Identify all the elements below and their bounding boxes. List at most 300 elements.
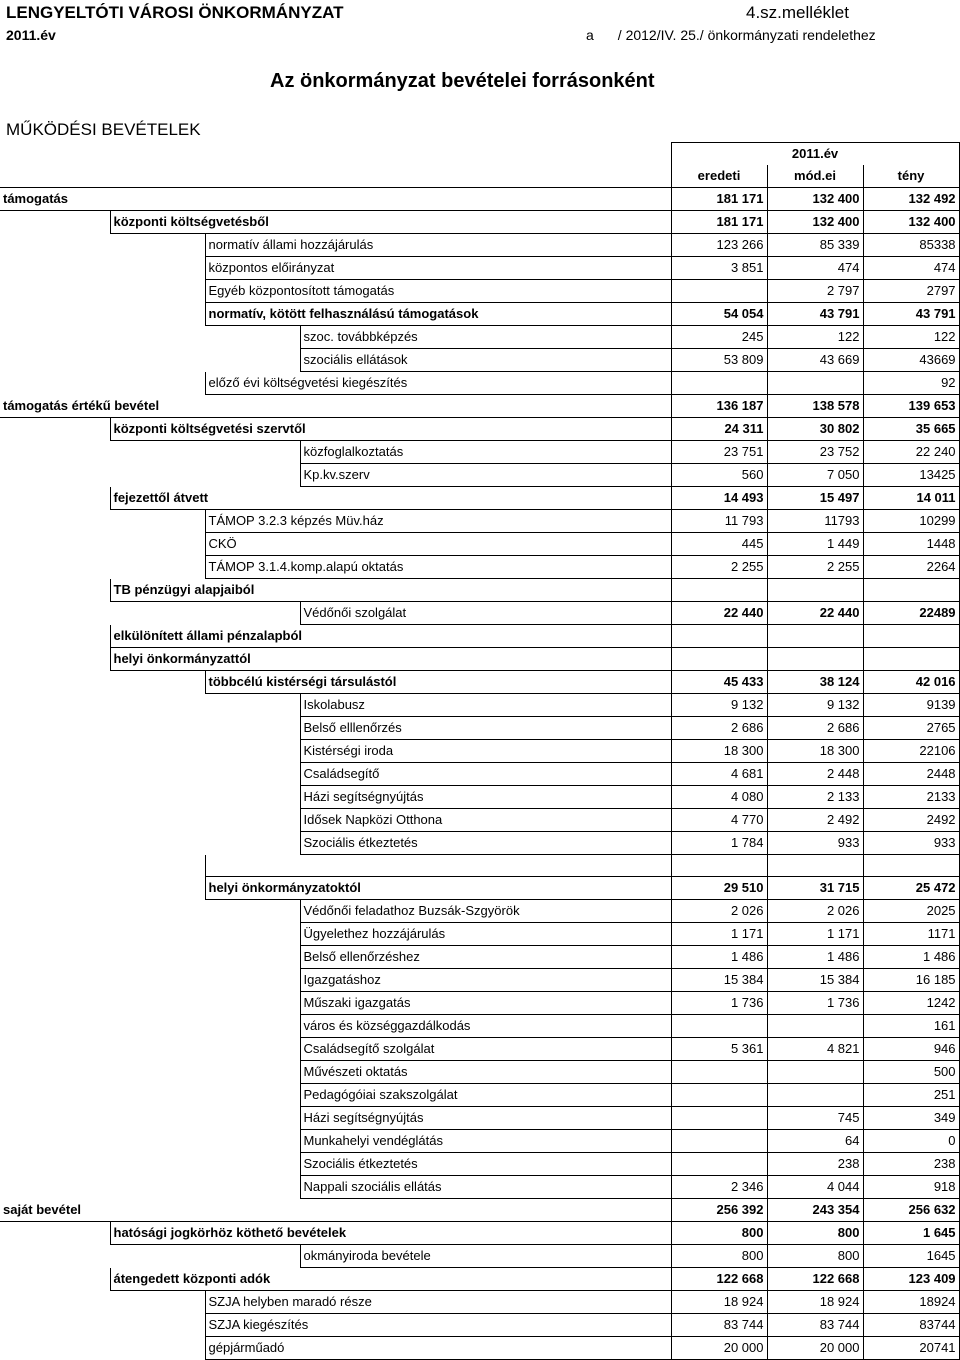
value-mod-ei [767,1084,863,1107]
indent-cell [110,1245,205,1268]
indent-cell [205,1084,300,1107]
value-teny: 1645 [863,1245,959,1268]
table-row [0,1337,959,1360]
table-row [0,969,959,992]
indent-cell [0,877,110,900]
value-teny: 22106 [863,740,959,763]
table-row [0,1245,959,1268]
indent-cell [205,602,300,625]
indent-cell [110,717,205,740]
value-teny: 2025 [863,900,959,923]
row-label: TÁMOP 3.1.4.komp.alapú oktatás [205,556,671,579]
value-mod-ei: 2 026 [767,900,863,923]
indent-cell [0,923,110,946]
value-eredeti: 53 809 [671,349,767,372]
value-teny [863,579,959,602]
value-mod-ei: 132 400 [767,211,863,234]
col-header-mod-ei: mód.ei [767,165,863,188]
row-label: szociális ellátások [300,349,671,372]
value-mod-ei: 43 791 [767,303,863,326]
value-teny [863,648,959,671]
indent-cell [0,1130,110,1153]
row-label: közfoglalkoztatás [300,441,671,464]
indent-cell [110,946,205,969]
indent-cell [205,717,300,740]
row-label: Családsegítő [300,763,671,786]
indent-cell [110,1130,205,1153]
value-eredeti: 54 054 [671,303,767,326]
value-teny [863,625,959,648]
value-teny: 500 [863,1061,959,1084]
value-mod-ei: 800 [767,1222,863,1245]
value-eredeti: 181 171 [671,188,767,211]
row-label: Védőnői feladathoz Buzsák-Szgyörök [300,900,671,923]
table-row [0,855,959,877]
value-teny: 18924 [863,1291,959,1314]
indent-cell [110,855,205,877]
value-teny: 1242 [863,992,959,1015]
row-label: gépjárműadó [205,1337,671,1360]
year-header-row [0,143,959,166]
indent-cell [110,556,205,579]
table-row [0,487,959,510]
value-eredeti: 23 751 [671,441,767,464]
indent-cell [0,900,110,923]
row-label: Iskolabusz [300,694,671,717]
indent-cell [110,740,205,763]
decree-prefix: a [586,27,594,43]
row-label: Munkahelyi vendéglátás [300,1130,671,1153]
value-eredeti [671,1061,767,1084]
row-label: város és községgazdálkodás [300,1015,671,1038]
page-title: Az önkormányzat bevételei forrásonként [270,70,655,92]
indent-cell [0,763,110,786]
indent-cell [0,855,110,877]
value-mod-ei: 31 715 [767,877,863,900]
value-eredeti [671,1107,767,1130]
value-mod-ei: 2 133 [767,786,863,809]
value-teny: 139 653 [863,395,959,418]
row-label: Nappali szociális ellátás [300,1176,671,1199]
indent-cell [0,533,110,556]
value-eredeti: 83 744 [671,1314,767,1337]
value-teny: 2133 [863,786,959,809]
value-mod-ei: 122 [767,326,863,349]
organization-name: LENGYELTÓTI VÁROSI ÖNKORMÁNYZAT [6,3,344,22]
value-teny: 2264 [863,556,959,579]
value-eredeti: 5 361 [671,1038,767,1061]
table-row [0,602,959,625]
value-teny: 2448 [863,763,959,786]
value-eredeti [671,648,767,671]
table-row [0,946,959,969]
value-eredeti: 1 486 [671,946,767,969]
indent-cell [0,487,110,510]
value-mod-ei [767,648,863,671]
table-row [0,395,959,418]
indent-cell [110,763,205,786]
value-teny: 43669 [863,349,959,372]
indent-cell [110,372,205,395]
value-teny: 20741 [863,1337,959,1360]
row-label: elkülönített állami pénzalapból [110,625,671,648]
value-teny: 122 [863,326,959,349]
row-label: Belső elllenőrzés [300,717,671,740]
value-mod-ei: 122 668 [767,1268,863,1291]
indent-cell [0,694,110,717]
table-row [0,763,959,786]
value-mod-ei: 1 736 [767,992,863,1015]
row-label: előző évi költségvetési kiegészítés [205,372,671,395]
table-row [0,188,959,211]
row-label: Szociális étkeztetés [300,832,671,855]
indent-cell [110,1084,205,1107]
indent-cell [110,1061,205,1084]
indent-cell [110,786,205,809]
indent-cell [0,1061,110,1084]
value-mod-ei: 11793 [767,510,863,533]
value-eredeti: 4 080 [671,786,767,809]
indent-cell [110,1015,205,1038]
indent-cell [0,740,110,763]
row-label: Pedagógóiai szakszolgálat [300,1084,671,1107]
value-eredeti: 181 171 [671,211,767,234]
row-label: TÁMOP 3.2.3 képzés Müv.ház [205,510,671,533]
value-mod-ei: 15 497 [767,487,863,510]
indent-cell [0,441,110,464]
row-label: Egyéb központosított támogatás [205,280,671,303]
value-mod-ei [767,372,863,395]
table-row [0,809,959,832]
value-eredeti [671,1130,767,1153]
indent-cell [0,234,110,257]
table-row [0,1084,959,1107]
column-header-row [0,165,959,188]
indent-cell [0,1038,110,1061]
row-label: Szociális étkeztetés [300,1153,671,1176]
value-mod-ei: 18 924 [767,1291,863,1314]
value-teny [863,855,959,877]
value-teny: 10299 [863,510,959,533]
indent-cell [205,992,300,1015]
indent-cell [205,900,300,923]
value-eredeti [671,280,767,303]
indent-cell [110,441,205,464]
value-teny: 2492 [863,809,959,832]
indent-cell [110,280,205,303]
indent-cell [110,349,205,372]
indent-cell [205,441,300,464]
value-teny: 16 185 [863,969,959,992]
indent-cell [0,992,110,1015]
indent-cell [110,923,205,946]
table-row [0,1291,959,1314]
value-eredeti: 2 346 [671,1176,767,1199]
value-eredeti: 122 668 [671,1268,767,1291]
value-mod-ei: 933 [767,832,863,855]
value-eredeti: 20 000 [671,1337,767,1360]
table-row [0,1314,959,1337]
value-eredeti: 4 681 [671,763,767,786]
indent-cell [0,1176,110,1199]
table-row [0,280,959,303]
indent-cell [0,303,110,326]
indent-cell [0,648,110,671]
indent-cell [110,1314,205,1337]
table-row [0,349,959,372]
indent-cell [110,303,205,326]
revenue-table-body [0,143,959,1360]
value-mod-ei: 20 000 [767,1337,863,1360]
value-teny: 1 486 [863,946,959,969]
indent-cell [0,625,110,648]
value-eredeti: 24 311 [671,418,767,441]
indent-cell [0,1337,110,1360]
year-header: 2011.év [671,143,959,166]
value-teny: 946 [863,1038,959,1061]
indent-cell [0,464,110,487]
value-mod-ei: 22 440 [767,602,863,625]
table-row [0,303,959,326]
value-teny: 13425 [863,464,959,487]
value-eredeti: 18 924 [671,1291,767,1314]
table-row [0,1107,959,1130]
indent-cell [205,946,300,969]
value-mod-ei: 43 669 [767,349,863,372]
value-mod-ei: 9 132 [767,694,863,717]
value-eredeti: 1 171 [671,923,767,946]
indent-cell [110,1176,205,1199]
indent-cell [205,694,300,717]
table-row [0,234,959,257]
indent-cell [110,832,205,855]
value-teny: 132 492 [863,188,959,211]
indent-cell [0,1222,110,1245]
indent-cell [205,349,300,372]
indent-cell [0,372,110,395]
value-eredeti: 15 384 [671,969,767,992]
value-mod-ei: 7 050 [767,464,863,487]
row-label: központos előirányzat [205,257,671,280]
value-teny: 9139 [863,694,959,717]
value-teny: 918 [863,1176,959,1199]
value-teny: 251 [863,1084,959,1107]
col-header-teny: tény [863,165,959,188]
value-eredeti: 18 300 [671,740,767,763]
row-label: Házi segítségnyújtás [300,786,671,809]
value-mod-ei: 2 492 [767,809,863,832]
table-row [0,441,959,464]
indent-cell [110,602,205,625]
value-teny: 14 011 [863,487,959,510]
table-row [0,740,959,763]
value-mod-ei: 2 255 [767,556,863,579]
value-teny: 238 [863,1153,959,1176]
row-label: CKÖ [205,533,671,556]
value-eredeti: 245 [671,326,767,349]
table-row [0,1176,959,1199]
table-row [0,717,959,740]
value-eredeti: 2 255 [671,556,767,579]
indent-cell [0,1245,110,1268]
value-eredeti [671,855,767,877]
table-row [0,992,959,1015]
row-label: saját bevétel [0,1199,671,1222]
value-mod-ei: 64 [767,1130,863,1153]
value-mod-ei [767,855,863,877]
indent-cell [205,326,300,349]
value-teny: 85338 [863,234,959,257]
value-mod-ei: 2 686 [767,717,863,740]
indent-cell [0,257,110,280]
row-label: normatív állami hozzájárulás [205,234,671,257]
value-mod-ei: 2 448 [767,763,863,786]
value-mod-ei: 474 [767,257,863,280]
table-row [0,900,959,923]
row-label: fejezettől átvett [110,487,671,510]
row-label: Kistérségi iroda [300,740,671,763]
indent-cell [205,1038,300,1061]
value-teny: 1448 [863,533,959,556]
table-row [0,625,959,648]
value-mod-ei [767,579,863,602]
value-eredeti: 445 [671,533,767,556]
value-eredeti: 136 187 [671,395,767,418]
indent-cell [0,1153,110,1176]
value-eredeti [671,625,767,648]
value-teny: 256 632 [863,1199,959,1222]
table-row [0,326,959,349]
value-teny: 0 [863,1130,959,1153]
indent-cell [205,1107,300,1130]
row-label: hatósági jogkörhöz köthető bevételek [110,1222,671,1245]
indent-cell [0,556,110,579]
table-row [0,1199,959,1222]
indent-cell [110,969,205,992]
value-eredeti: 1 784 [671,832,767,855]
indent-cell [205,763,300,786]
value-eredeti: 14 493 [671,487,767,510]
table-row [0,533,959,556]
row-label: normatív, kötött felhasználású támogatások [205,303,671,326]
indent-cell [205,969,300,992]
value-mod-ei: 85 339 [767,234,863,257]
value-eredeti [671,579,767,602]
value-eredeti: 3 851 [671,257,767,280]
table-row [0,556,959,579]
value-teny: 22489 [863,602,959,625]
year-label: 2011.év [6,27,56,43]
value-mod-ei: 243 354 [767,1199,863,1222]
value-mod-ei: 138 578 [767,395,863,418]
indent-cell [110,1107,205,1130]
row-label: központi költségvetési szervtől [110,418,671,441]
value-mod-ei: 238 [767,1153,863,1176]
value-eredeti [671,372,767,395]
indent-cell [0,1291,110,1314]
indent-cell [0,510,110,533]
value-mod-ei: 4 821 [767,1038,863,1061]
table-row [0,257,959,280]
indent-cell [205,464,300,487]
table-row [0,510,959,533]
value-mod-ei [767,625,863,648]
indent-cell [110,510,205,533]
indent-cell [205,809,300,832]
value-teny: 2765 [863,717,959,740]
table-row [0,1061,959,1084]
indent-cell [0,786,110,809]
value-teny: 161 [863,1015,959,1038]
row-label: Ügyelethez hozzájárulás [300,923,671,946]
indent-cell [205,786,300,809]
value-teny: 1 645 [863,1222,959,1245]
indent-cell [0,349,110,372]
value-eredeti: 9 132 [671,694,767,717]
table-row [0,1222,959,1245]
value-teny: 25 472 [863,877,959,900]
value-teny: 1171 [863,923,959,946]
value-mod-ei: 132 400 [767,188,863,211]
row-label: átengedett központi adók [110,1268,671,1291]
indent-cell [0,832,110,855]
indent-cell [110,257,205,280]
col-header-eredeti: eredeti [671,165,767,188]
decree-text: / 2012/IV. 25./ önkormányzati rendelethez [617,27,876,43]
row-label: Művészeti oktatás [300,1061,671,1084]
table-row [0,671,959,694]
row-label: Családsegítő szolgálat [300,1038,671,1061]
value-eredeti [671,1084,767,1107]
table-row [0,418,959,441]
value-eredeti: 22 440 [671,602,767,625]
table-row [0,923,959,946]
value-eredeti: 123 266 [671,234,767,257]
indent-cell [0,1015,110,1038]
row-label: támogatás értékű bevétel [0,395,671,418]
value-eredeti [671,1015,767,1038]
row-label: helyi önkormányzattól [110,648,671,671]
value-teny: 35 665 [863,418,959,441]
indent-cell [0,579,110,602]
revenue-table [0,142,960,1360]
indent-cell [205,1153,300,1176]
value-mod-ei: 18 300 [767,740,863,763]
value-teny: 933 [863,832,959,855]
table-row [0,211,959,234]
row-label: Kp.kv.szerv [300,464,671,487]
indent-cell [0,717,110,740]
indent-cell [0,969,110,992]
value-teny: 92 [863,372,959,395]
indent-cell [110,809,205,832]
table-row [0,1130,959,1153]
value-mod-ei: 38 124 [767,671,863,694]
value-teny: 132 400 [863,211,959,234]
table-row [0,832,959,855]
value-mod-ei: 1 171 [767,923,863,946]
value-teny: 42 016 [863,671,959,694]
row-label: Műszaki igazgatás [300,992,671,1015]
row-label: Védőnői szolgálat [300,602,671,625]
value-eredeti: 560 [671,464,767,487]
table-row [0,648,959,671]
row-label: többcélú kistérségi társulástól [205,671,671,694]
indent-cell [205,832,300,855]
table-row [0,786,959,809]
table-row [0,1015,959,1038]
row-label: támogatás [0,188,671,211]
